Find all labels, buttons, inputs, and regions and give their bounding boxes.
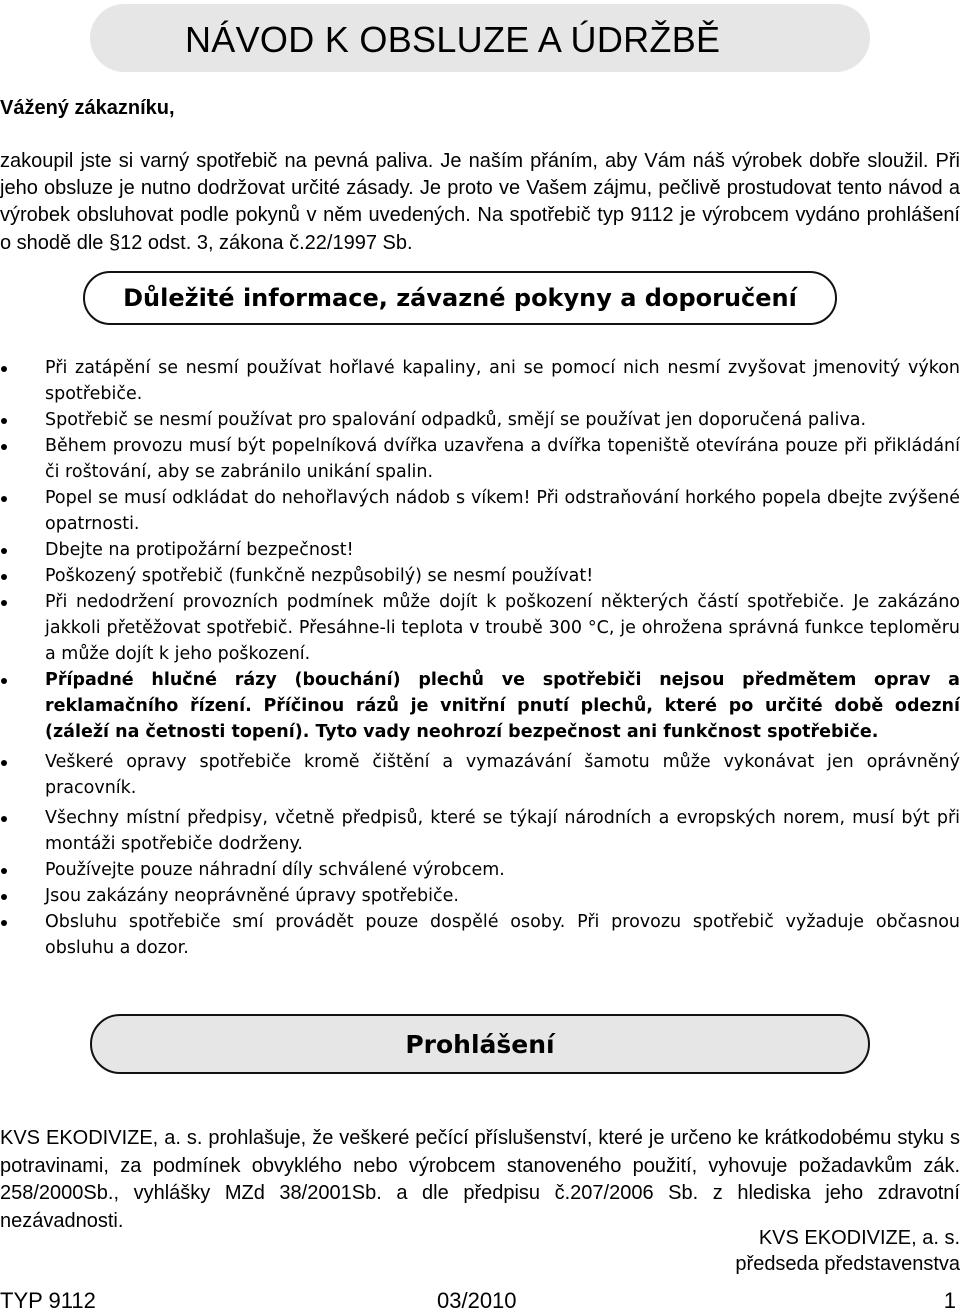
list-item: Během provozu musí být popelníková dvířka uzavřena a dvířka topeniště otevírána pouze při přikládání či roštování, aby se zabránilo unikání spalin. <box>0 433 960 485</box>
list-item: Při nedodržení provozních podmínek může dojít k poškození některých částí spotřebiče. Je zakázáno jakkoli přetěžovat spotřebič. Přesáhne-li teplota v troubě 300 °C, je ohrožena správná funkce teploměru a může dojít k jeho poškození. <box>0 589 960 667</box>
footer-date: 03/2010 <box>437 1288 517 1313</box>
list-item: Dbejte na protipožární bezpečnost! <box>0 537 960 563</box>
bullet-icon <box>1 600 7 606</box>
bullet-icon <box>1 574 7 580</box>
list-item: Spotřebič se nesmí používat pro spalování odpadků, smějí se používat jen doporučená paliva. <box>0 407 960 433</box>
list-item-bold: Případné hlučné rázy (bouchání) plechů ve spotřebiči nejsou předmětem oprav a reklamačního řízení. Příčinou rázů je vnitřní pnutí plechů, které po určité době odezní (záleží na četnosti topení). Tyto vady neohrozí bezpečnost ani funkčnost spotřebiče. <box>0 667 960 745</box>
page-number: 1 <box>943 1288 956 1313</box>
declaration-title: Prohlášení <box>405 1029 555 1059</box>
list-item: Obsluhu spotřebiče smí provádět pouze dospělé osoby. Při provozu spotřebič vyžaduje občasnou obsluhu a dozor. <box>0 909 960 961</box>
section-header-box <box>83 271 837 325</box>
bullet-icon <box>1 366 7 372</box>
section-title: Důležité informace, závazné pokyny a doporučení <box>123 284 797 312</box>
bullet-icon <box>1 418 7 424</box>
bullet-icon <box>1 760 7 766</box>
intro-paragraph: zakoupil jste si varný spotřebič na pevná paliva. Je naším přáním, aby Vám náš výrobek dobře sloužil. Při jeho obsluze je nutno dodržovat určité zásady. Je proto ve Vašem zájmu, pečlivě prostudovat tento návod a výrobek obsluhovat podle pokynů v něm uvedených. Na spotřebič typ 9112 je výrobcem vydáno prohlášení o shodě dle §12 odst. 3, zákona č.22/1997 Sb. <box>0 150 960 254</box>
signature-company: KVS EKODIVIZE, a. s. <box>758 1227 960 1249</box>
signature-role: předseda představenstva <box>735 1253 960 1275</box>
list-item: Jsou zakázány neoprávněné úpravy spotřebiče. <box>0 883 960 909</box>
footer-type: TYP 9112 <box>0 1288 96 1313</box>
page-title: NÁVOD K OBSLUZE A ÚDRŽBĚ <box>185 19 721 60</box>
bullet-icon <box>1 548 7 554</box>
declaration-paragraph: KVS EKODIVIZE, a. s. prohlašuje, že veškeré pečící příslušenství, které je určeno ke krátkodobému styku s potravinami, za podmínek obvyklého nebo výrobcem stanoveného použití, vyhovuje požadavkům zák. 258/2000Sb., vyhlášky MZd 38/2001Sb. a dle předpisu č.207/2006 Sb. z hlediska jeho zdravotní nezávadnosti. <box>0 1127 960 1232</box>
list-item: Všechny místní předpisy, včetně předpisů, které se týkají národních a evropských norem, musí být při montáži spotřebiče dodrženy. <box>0 805 960 857</box>
greeting: Vážený zákazníku, <box>0 97 175 119</box>
list-item: Při zatápění se nesmí používat hořlavé kapaliny, ani se pomocí nich nesmí zvyšovat jmenovitý výkon spotřebiče. <box>0 355 960 407</box>
bullet-icon <box>1 816 7 822</box>
bullet-icon <box>1 678 7 684</box>
list-item: Veškeré opravy spotřebiče kromě čištění a vymazávání šamotu může vykonávat jen oprávněný pracovník. <box>0 749 960 801</box>
bullet-icon <box>1 894 7 900</box>
bullet-icon <box>1 496 7 502</box>
bullet-icon <box>1 868 7 874</box>
declaration-header-box <box>90 1014 870 1074</box>
list-item: Popel se musí odkládat do nehořlavých nádob s víkem! Při odstraňování horkého popela dbejte zvýšené opatrnosti. <box>0 485 960 537</box>
bullet-icon <box>1 444 7 450</box>
list-item: Používejte pouze náhradní díly schválené výrobcem. <box>0 857 960 883</box>
list-item: Poškozený spotřebič (funkčně nezpůsobilý) se nesmí používat! <box>0 563 960 589</box>
bullet-icon <box>1 920 7 926</box>
instructions-list <box>0 355 960 961</box>
page-footer <box>0 1288 960 1312</box>
